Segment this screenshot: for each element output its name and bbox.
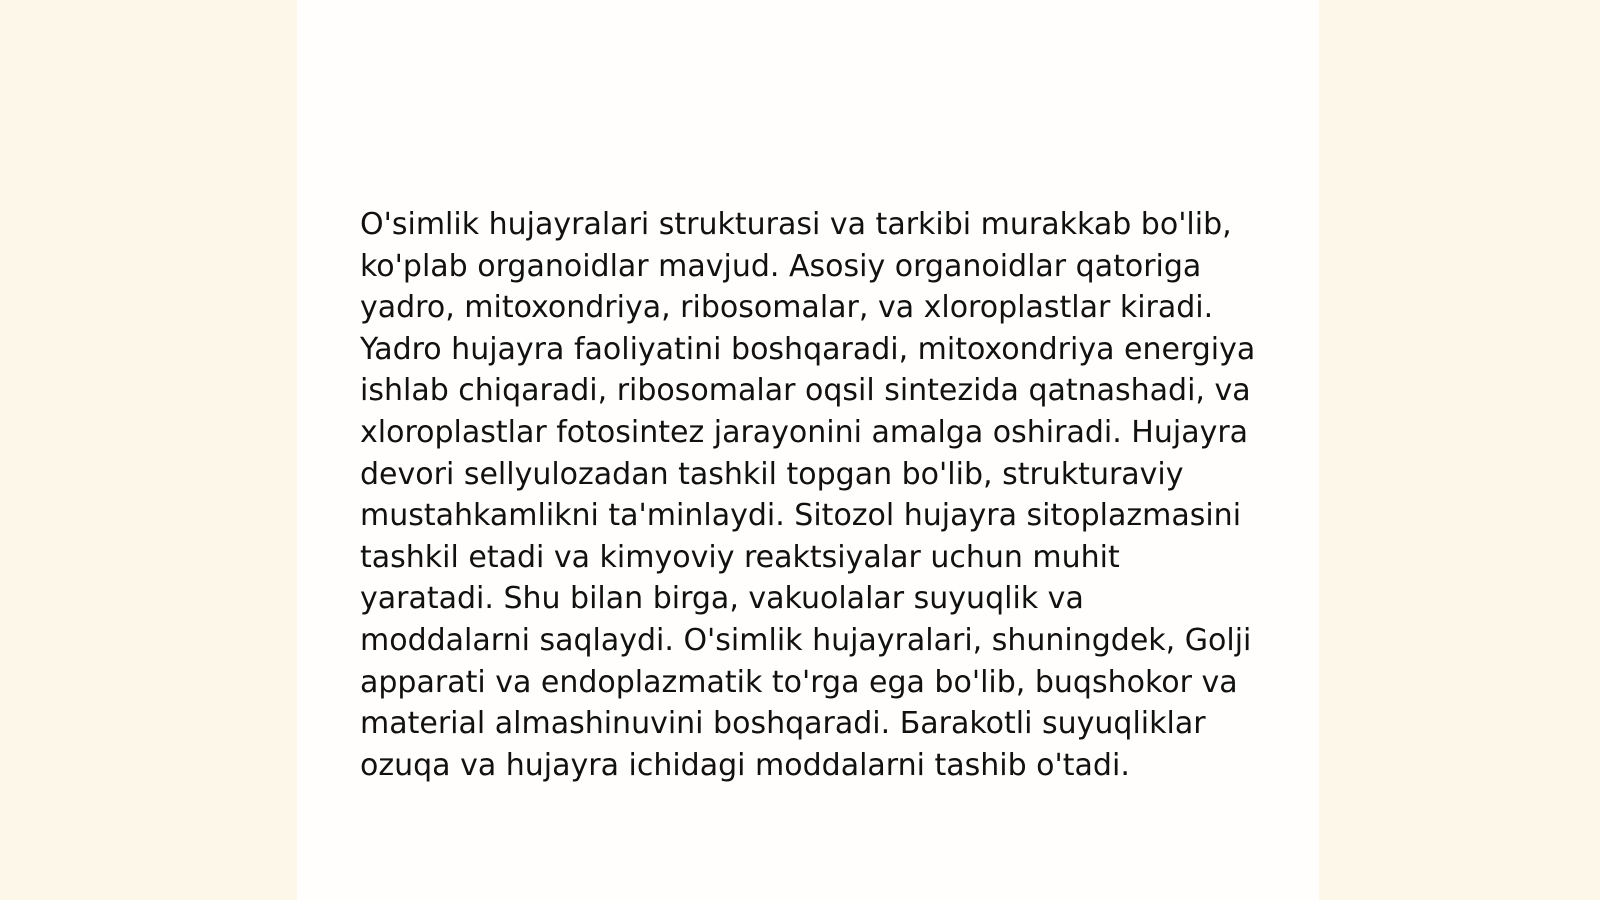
- body-paragraph: O'simlik hujayralari strukturasi va tarkibi murakkab bo'lib, ko'plab organoidlar mavjud. Asosiy organoidlar qatoriga yadro, mitoxondriya, ribosomalar, va xloroplastlar kiradi. Yadro hujayra faoliyatini boshqaradi, mitoxondriya energiya ishlab chiqaradi, ribosomalar oqsil sintezida qatnashadi, va xloroplastlar fotosintez jarayonini amalga oshiradi. Hujayra devori sellyulozadan tashkil topgan bo'lib, strukturaviy mustahkamlikni ta'minlaydi. Sitozol hujayra sitoplazmasini tashkil etadi va kimyoviy reaktsiyalar uchun muhit yaratadi. Shu bilan birga, vakuolalar suyuqlik va moddalarni saqlaydi. O'simlik hujayralari, shuningdek, Golji apparati va endoplazmatik to'rga ega bo'lib, buqshokor va material almashinuvini boshqaradi. Бarakotli suyuqliklar ozuqa va hujayra ichidagi moddalarni tashib o'tadi.: [360, 207, 1256, 783]
- document-page: [297, 0, 1319, 900]
